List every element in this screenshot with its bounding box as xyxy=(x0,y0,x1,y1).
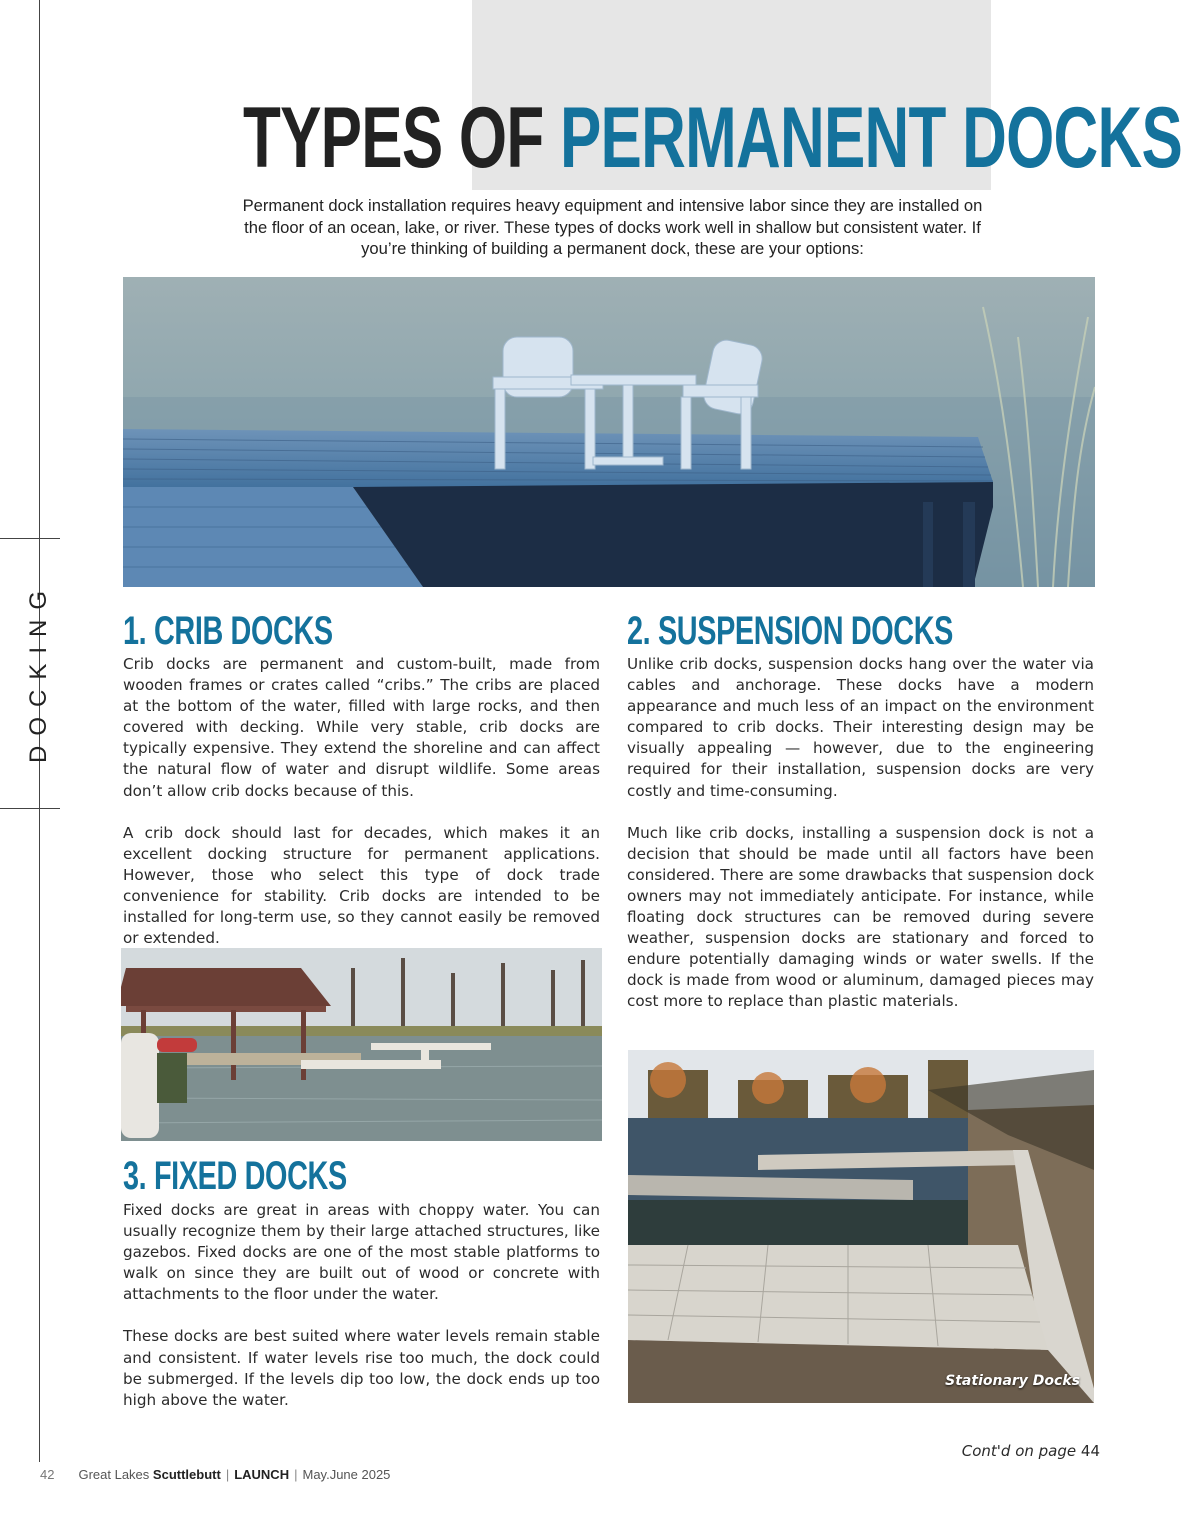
photo-caption: Stationary Docks xyxy=(945,1373,1080,1389)
page-title xyxy=(243,88,1183,188)
fixed-docks-paragraph-2: These docks are best suited where water levels remain stable and consistent. If water levels rise too much, the dock could be submerged. If the levels dip too low, the dock ends up too high above the water. xyxy=(123,1327,600,1409)
sidebar-tick-bottom xyxy=(0,808,60,809)
crib-docks-paragraph-1: Crib docks are permanent and custom-built, made from wooden frames or crates called “cribs.” The cribs are placed at the bottom of the water, filled with large rocks, and then covered with decking. While very stable, crib docks are typically expensive. They extend the shoreline and can affect the natural flow of water and disrupt wildlife. Some areas don’t allow crib docks because of this. xyxy=(123,655,600,800)
suspension-docks-body xyxy=(627,654,1094,1013)
footer-separator: | xyxy=(225,1467,230,1482)
publication-prefix: Great Lakes xyxy=(78,1467,150,1482)
page-number: 42 xyxy=(40,1467,55,1482)
continued-page-number: 44 xyxy=(1080,1442,1100,1460)
footer-separator: | xyxy=(294,1467,298,1482)
fixed-docks-paragraph-1: Fixed docks are great in areas with choppy water. You can usually recognize them by their large attached structures, like gazebos. Fixed docks are one of the most stable platforms to walk on since they are built out of wood or concrete with attachments to the floor under the water. xyxy=(123,1201,600,1304)
page-footer xyxy=(40,1467,390,1482)
title-part-1: TYPES OF xyxy=(243,90,544,186)
intro-paragraph: Permanent dock installation requires heavy equipment and intensive labor since they are installed on the floor of an ocean, lake, or river. These types of docks work well in shallow but consistent water. If you’re thinking of building a permanent dock, these are your options: xyxy=(242,196,983,258)
sidebar-tick-top xyxy=(0,538,60,539)
continued-text: Cont'd on page xyxy=(961,1442,1077,1460)
hero-dock-photo xyxy=(123,277,1095,587)
gazebo-dock-photo xyxy=(121,948,602,1141)
footer-section: LAUNCH xyxy=(234,1467,290,1482)
suspension-docks-paragraph-1: Unlike crib docks, suspension docks hang over the water via cables and anchorage. These docks have a modern appearance and much less of an impact on the environment compared to crib docks. Their interesting design may be visually appealing — however, due to the engineering required for their installation, suspension docks are very costly and time-consuming. xyxy=(627,655,1094,800)
issue-date: May.June 2025 xyxy=(302,1467,391,1482)
title-part-2: PERMANENT DOCKS xyxy=(559,90,1183,186)
suspension-docks-heading: 2. SUSPENSION DOCKS xyxy=(627,609,954,653)
publication-name: Scuttlebutt xyxy=(152,1467,221,1482)
continued-note xyxy=(900,1442,1100,1460)
suspension-docks-paragraph-2: Much like crib docks, installing a suspension dock is not a decision that should be made until all factors have been considered. There are some drawbacks that suspension dock owners may not immediately anticipate. For instance, while floating dock structures can be removed during severe weather, suspension docks are stationary and forced to endure potentially damaging winds or water swells. If the dock is made from wood or aluminum, damaged pieces may cost more to replace than plastic materials. xyxy=(627,823,1094,1011)
fixed-docks-body xyxy=(123,1200,600,1411)
crib-docks-paragraph-2: A crib dock should last for decades, which makes it an excellent docking structure for permanent applications. However, those who select this type of dock trade convenience for stability. Crib docks are intended to be installed for long-term use, so they cannot easily be removed or extended. xyxy=(123,823,600,948)
stationary-docks-photo xyxy=(628,1050,1094,1403)
section-label: DOCKING xyxy=(25,581,52,764)
crib-docks-heading: 1. CRIB DOCKS xyxy=(123,609,333,653)
crib-docks-body xyxy=(123,654,600,949)
fixed-docks-heading: 3. FIXED DOCKS xyxy=(123,1154,347,1198)
